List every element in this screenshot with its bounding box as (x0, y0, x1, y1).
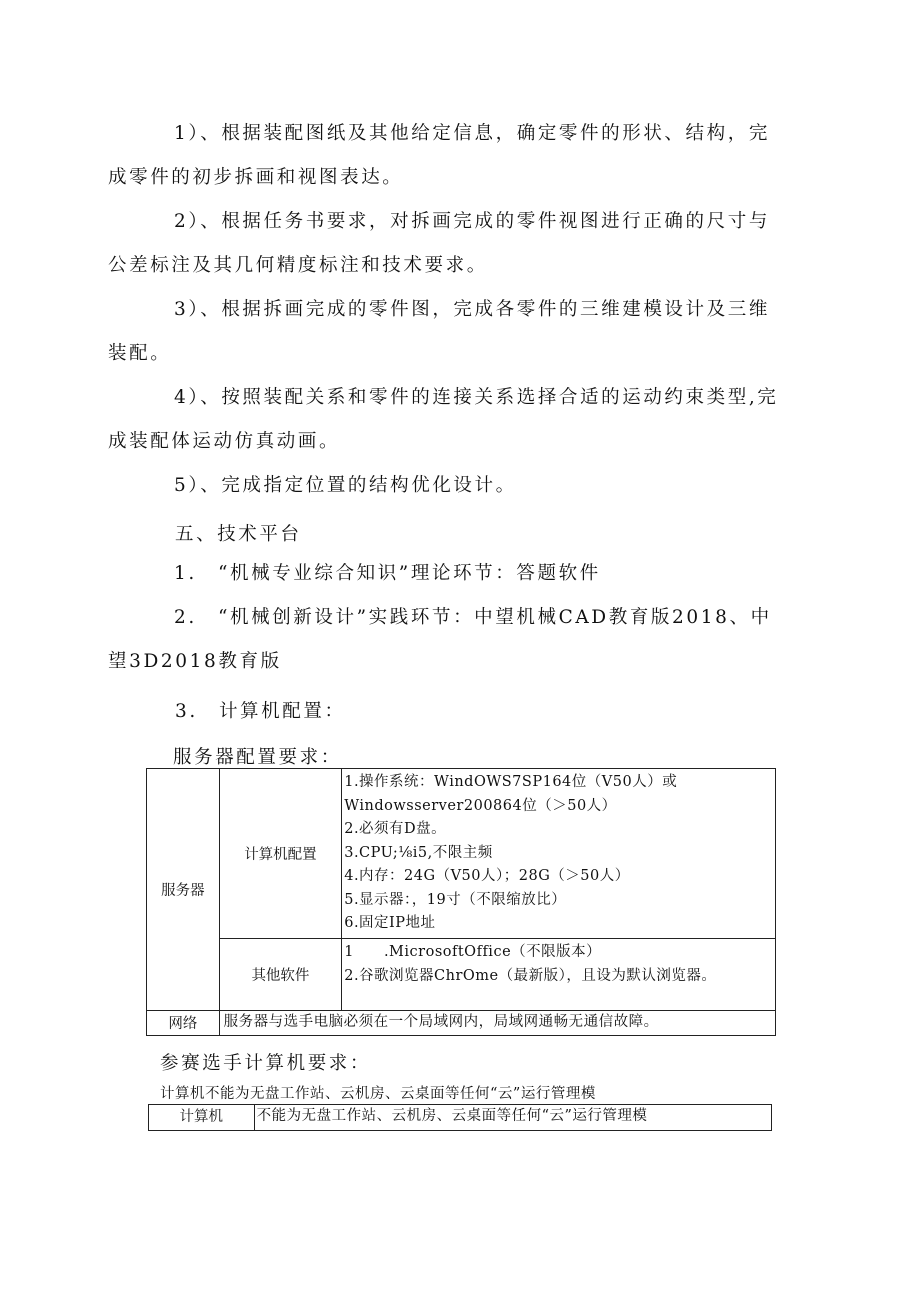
section-title: 五、技术平台 (175, 524, 302, 545)
config-line: 5.显示器：，19寸（不限缩放比） (344, 891, 567, 908)
task-3: 3）、根据拆画完成的零件图，完成各零件的三维建模设计及三维装配。 (108, 299, 770, 364)
config-line: 6.固定IP地址 (344, 915, 436, 931)
contestant-table (148, 1104, 772, 1131)
software-line: 2.谷歌浏览器ChrOme（最新版），且设为默认浏览器。 (344, 967, 717, 984)
config-label: 计算机配置 (244, 847, 317, 863)
computer-text: 不能为无盘工作站、云机房、云桌面等任何“云”运行管理模 (256, 1108, 648, 1124)
software-label-cell (219, 939, 342, 1011)
software-line: 1 .MicrosoftOffice（不限版本） (344, 944, 602, 960)
task-2: 2）、根据任务书要求，对拆画完成的零件视图进行正确的尺寸与公差标注及其几何精度标注和技术要求。 (108, 211, 770, 276)
server-config-table (146, 768, 776, 1036)
platform-item-2: 2. “机械创新设计”实践环节：中望机械CAD教育版2018、中望3D2018教育版 (108, 607, 772, 672)
network-label-cell (147, 1011, 220, 1036)
server-heading: 服务器配置要求： (173, 747, 342, 768)
config-heading: 3. 计算机配置： (175, 701, 346, 722)
task-1: 1）、根据装配图纸及其他给定信息，确定零件的形状、结构，完成零件的初步拆画和视图表达。 (108, 123, 770, 188)
contestant-note: 计算机不能为无盘工作站、云机房、云桌面等任何“云”运行管理模 (160, 1086, 596, 1102)
computer-label: 计算机 (179, 1109, 224, 1125)
config-line: 1.操作系统：WindOWS7SP164位（V50人）或 (344, 774, 678, 790)
config-label-cell (219, 769, 342, 939)
config-details-cell (342, 769, 776, 939)
config-line: 4.内存：24G（V50人）；28G（＞50人） (344, 868, 630, 884)
config-line: 3.CPU;⅛i5,不限主频 (344, 844, 493, 861)
task-5: 5）、完成指定位置的结构优化设计。 (174, 475, 517, 496)
config-line: 2.必须有D盘。 (344, 821, 447, 837)
server-row-label: 服务器 (161, 883, 205, 899)
contestant-heading: 参赛选手计算机要求： (160, 1053, 372, 1074)
task-4: 4）、按照装配关系和零件的连接关系选择合适的运动约束类型,完成装配体运动仿真动画。 (108, 387, 779, 452)
network-text: 服务器与选手电脑必须在一个局域网内，局域网通畅无通信故障。 (223, 1014, 659, 1030)
config-line: Windowsserver200864位（＞50人） (344, 797, 617, 814)
network-text-cell (219, 1011, 775, 1036)
server-row-label-cell (147, 769, 220, 1011)
network-label: 网络 (168, 1016, 198, 1033)
platform-item-1: 1. “机械专业综合知识”理论环节：答题软件 (174, 563, 601, 584)
computer-label-cell (149, 1105, 255, 1131)
software-details-cell (342, 939, 776, 1011)
software-label: 其他软件 (251, 968, 310, 984)
computer-text-cell (254, 1105, 771, 1131)
